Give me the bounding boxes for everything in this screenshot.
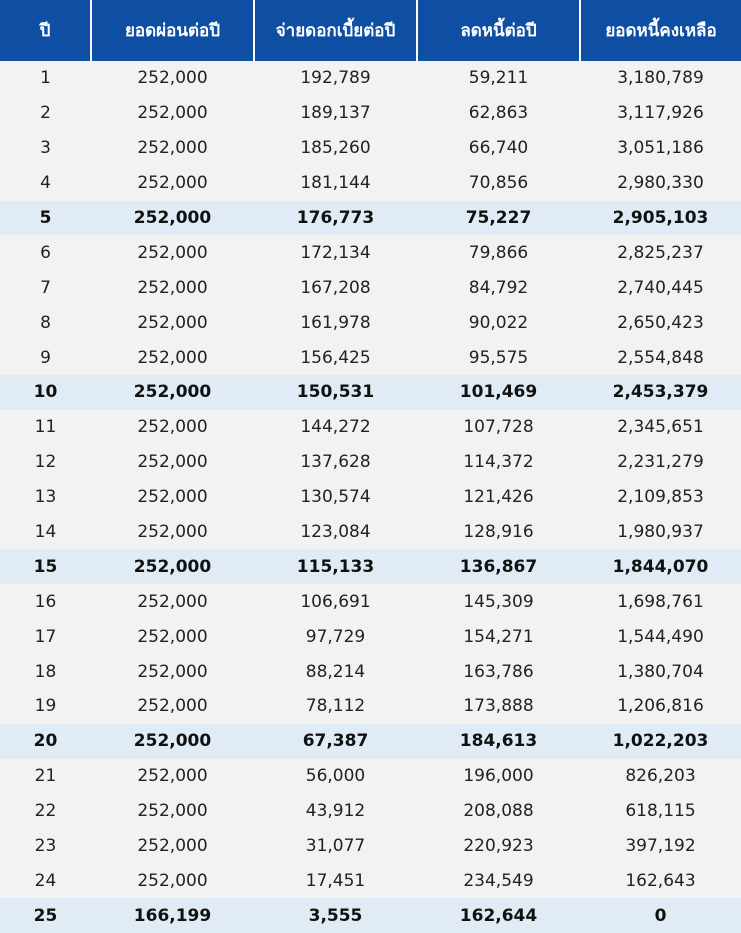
cell-annual-payment: 252,000 <box>91 549 254 584</box>
cell-year: 17 <box>0 619 91 654</box>
cell-annual-interest: 88,214 <box>254 654 417 689</box>
table-row <box>0 689 741 724</box>
cell-principal-reduction: 163,786 <box>417 654 580 689</box>
cell-annual-interest: 192,789 <box>254 61 417 96</box>
table-row <box>0 235 741 270</box>
table-row <box>0 584 741 619</box>
cell-annual-payment: 252,000 <box>91 166 254 201</box>
cell-principal-reduction: 114,372 <box>417 445 580 480</box>
cell-year: 9 <box>0 340 91 375</box>
table-row <box>0 305 741 340</box>
cell-remaining-balance: 2,980,330 <box>580 166 741 201</box>
table-row <box>0 166 741 201</box>
cell-remaining-balance: 2,554,848 <box>580 340 741 375</box>
cell-remaining-balance: 1,980,937 <box>580 515 741 550</box>
cell-annual-payment: 252,000 <box>91 445 254 480</box>
cell-remaining-balance: 2,231,279 <box>580 445 741 480</box>
cell-annual-payment: 252,000 <box>91 794 254 829</box>
cell-annual-interest: 31,077 <box>254 829 417 864</box>
cell-annual-payment: 252,000 <box>91 619 254 654</box>
cell-principal-reduction: 196,000 <box>417 759 580 794</box>
cell-year: 23 <box>0 829 91 864</box>
cell-annual-payment: 252,000 <box>91 61 254 96</box>
cell-principal-reduction: 145,309 <box>417 584 580 619</box>
cell-annual-payment: 252,000 <box>91 340 254 375</box>
table-row <box>0 863 741 898</box>
cell-remaining-balance: 3,180,789 <box>580 61 741 96</box>
cell-remaining-balance: 1,380,704 <box>580 654 741 689</box>
cell-annual-interest: 156,425 <box>254 340 417 375</box>
cell-annual-interest: 130,574 <box>254 480 417 515</box>
cell-principal-reduction: 234,549 <box>417 863 580 898</box>
cell-remaining-balance: 1,844,070 <box>580 549 741 584</box>
cell-remaining-balance: 826,203 <box>580 759 741 794</box>
cell-year: 2 <box>0 96 91 131</box>
cell-principal-reduction: 95,575 <box>417 340 580 375</box>
cell-annual-interest: 176,773 <box>254 201 417 236</box>
cell-year: 15 <box>0 549 91 584</box>
cell-annual-payment: 252,000 <box>91 863 254 898</box>
cell-year: 10 <box>0 375 91 410</box>
cell-remaining-balance: 397,192 <box>580 829 741 864</box>
cell-remaining-balance: 2,905,103 <box>580 201 741 236</box>
cell-remaining-balance: 2,453,379 <box>580 375 741 410</box>
cell-annual-payment: 166,199 <box>91 898 254 933</box>
cell-annual-interest: 43,912 <box>254 794 417 829</box>
cell-annual-interest: 115,133 <box>254 549 417 584</box>
cell-annual-interest: 56,000 <box>254 759 417 794</box>
cell-remaining-balance: 3,051,186 <box>580 131 741 166</box>
table-row <box>0 898 741 933</box>
cell-annual-payment: 252,000 <box>91 759 254 794</box>
table-row <box>0 410 741 445</box>
cell-annual-interest: 167,208 <box>254 270 417 305</box>
cell-remaining-balance: 1,544,490 <box>580 619 741 654</box>
cell-annual-interest: 67,387 <box>254 724 417 759</box>
table-row <box>0 759 741 794</box>
cell-year: 1 <box>0 61 91 96</box>
cell-year: 13 <box>0 480 91 515</box>
cell-remaining-balance: 0 <box>580 898 741 933</box>
cell-year: 8 <box>0 305 91 340</box>
table-row <box>0 131 741 166</box>
cell-annual-payment: 252,000 <box>91 689 254 724</box>
table-row <box>0 515 741 550</box>
cell-annual-interest: 17,451 <box>254 863 417 898</box>
cell-remaining-balance: 2,740,445 <box>580 270 741 305</box>
cell-principal-reduction: 220,923 <box>417 829 580 864</box>
cell-annual-interest: 144,272 <box>254 410 417 445</box>
table-row <box>0 619 741 654</box>
cell-annual-payment: 252,000 <box>91 410 254 445</box>
table-row <box>0 480 741 515</box>
cell-remaining-balance: 1,022,203 <box>580 724 741 759</box>
cell-annual-payment: 252,000 <box>91 584 254 619</box>
table-body <box>0 61 741 933</box>
cell-year: 24 <box>0 863 91 898</box>
cell-principal-reduction: 84,792 <box>417 270 580 305</box>
cell-principal-reduction: 154,271 <box>417 619 580 654</box>
cell-annual-interest: 181,144 <box>254 166 417 201</box>
table-row <box>0 654 741 689</box>
header-principal-reduction: ลดหนี้ต่อปี <box>417 0 580 61</box>
header-year: ปี <box>0 0 91 61</box>
table-row <box>0 340 741 375</box>
cell-annual-interest: 78,112 <box>254 689 417 724</box>
table-row <box>0 549 741 584</box>
cell-annual-payment: 252,000 <box>91 480 254 515</box>
cell-principal-reduction: 79,866 <box>417 235 580 270</box>
cell-remaining-balance: 1,206,816 <box>580 689 741 724</box>
cell-annual-payment: 252,000 <box>91 515 254 550</box>
cell-principal-reduction: 59,211 <box>417 61 580 96</box>
cell-remaining-balance: 2,345,651 <box>580 410 741 445</box>
cell-annual-payment: 252,000 <box>91 829 254 864</box>
cell-annual-interest: 172,134 <box>254 235 417 270</box>
cell-remaining-balance: 1,698,761 <box>580 584 741 619</box>
cell-remaining-balance: 618,115 <box>580 794 741 829</box>
table-row <box>0 445 741 480</box>
cell-principal-reduction: 173,888 <box>417 689 580 724</box>
cell-annual-interest: 185,260 <box>254 131 417 166</box>
cell-remaining-balance: 2,109,853 <box>580 480 741 515</box>
cell-annual-interest: 189,137 <box>254 96 417 131</box>
table-row <box>0 829 741 864</box>
cell-remaining-balance: 162,643 <box>580 863 741 898</box>
cell-annual-payment: 252,000 <box>91 270 254 305</box>
cell-year: 16 <box>0 584 91 619</box>
cell-annual-interest: 161,978 <box>254 305 417 340</box>
cell-annual-payment: 252,000 <box>91 131 254 166</box>
cell-year: 25 <box>0 898 91 933</box>
cell-year: 5 <box>0 201 91 236</box>
cell-year: 21 <box>0 759 91 794</box>
table-row <box>0 794 741 829</box>
header-annual-payment: ยอดผ่อนต่อปี <box>91 0 254 61</box>
cell-annual-interest: 3,555 <box>254 898 417 933</box>
cell-year: 4 <box>0 166 91 201</box>
cell-principal-reduction: 75,227 <box>417 201 580 236</box>
table-row <box>0 375 741 410</box>
cell-year: 14 <box>0 515 91 550</box>
table-header <box>0 0 741 61</box>
cell-year: 22 <box>0 794 91 829</box>
header-row <box>0 0 741 61</box>
cell-annual-payment: 252,000 <box>91 96 254 131</box>
table-row <box>0 270 741 305</box>
cell-year: 18 <box>0 654 91 689</box>
cell-principal-reduction: 136,867 <box>417 549 580 584</box>
cell-year: 7 <box>0 270 91 305</box>
cell-remaining-balance: 3,117,926 <box>580 96 741 131</box>
cell-principal-reduction: 101,469 <box>417 375 580 410</box>
cell-principal-reduction: 121,426 <box>417 480 580 515</box>
cell-annual-interest: 106,691 <box>254 584 417 619</box>
cell-annual-payment: 252,000 <box>91 724 254 759</box>
cell-remaining-balance: 2,650,423 <box>580 305 741 340</box>
cell-annual-payment: 252,000 <box>91 201 254 236</box>
cell-annual-payment: 252,000 <box>91 654 254 689</box>
cell-principal-reduction: 70,856 <box>417 166 580 201</box>
cell-year: 12 <box>0 445 91 480</box>
cell-year: 6 <box>0 235 91 270</box>
cell-principal-reduction: 62,863 <box>417 96 580 131</box>
cell-principal-reduction: 184,613 <box>417 724 580 759</box>
cell-principal-reduction: 162,644 <box>417 898 580 933</box>
header-annual-interest: จ่ายดอกเบี้ยต่อปี <box>254 0 417 61</box>
cell-remaining-balance: 2,825,237 <box>580 235 741 270</box>
cell-principal-reduction: 66,740 <box>417 131 580 166</box>
cell-annual-payment: 252,000 <box>91 375 254 410</box>
cell-annual-interest: 137,628 <box>254 445 417 480</box>
cell-annual-payment: 252,000 <box>91 305 254 340</box>
header-remaining-balance: ยอดหนี้คงเหลือ <box>580 0 741 61</box>
table-row <box>0 724 741 759</box>
table-row <box>0 96 741 131</box>
cell-annual-interest: 123,084 <box>254 515 417 550</box>
cell-year: 3 <box>0 131 91 166</box>
table-row <box>0 61 741 96</box>
cell-annual-interest: 97,729 <box>254 619 417 654</box>
cell-year: 11 <box>0 410 91 445</box>
cell-principal-reduction: 90,022 <box>417 305 580 340</box>
cell-year: 20 <box>0 724 91 759</box>
cell-annual-payment: 252,000 <box>91 235 254 270</box>
cell-principal-reduction: 128,916 <box>417 515 580 550</box>
cell-annual-interest: 150,531 <box>254 375 417 410</box>
table-row <box>0 201 741 236</box>
cell-principal-reduction: 107,728 <box>417 410 580 445</box>
cell-year: 19 <box>0 689 91 724</box>
cell-principal-reduction: 208,088 <box>417 794 580 829</box>
